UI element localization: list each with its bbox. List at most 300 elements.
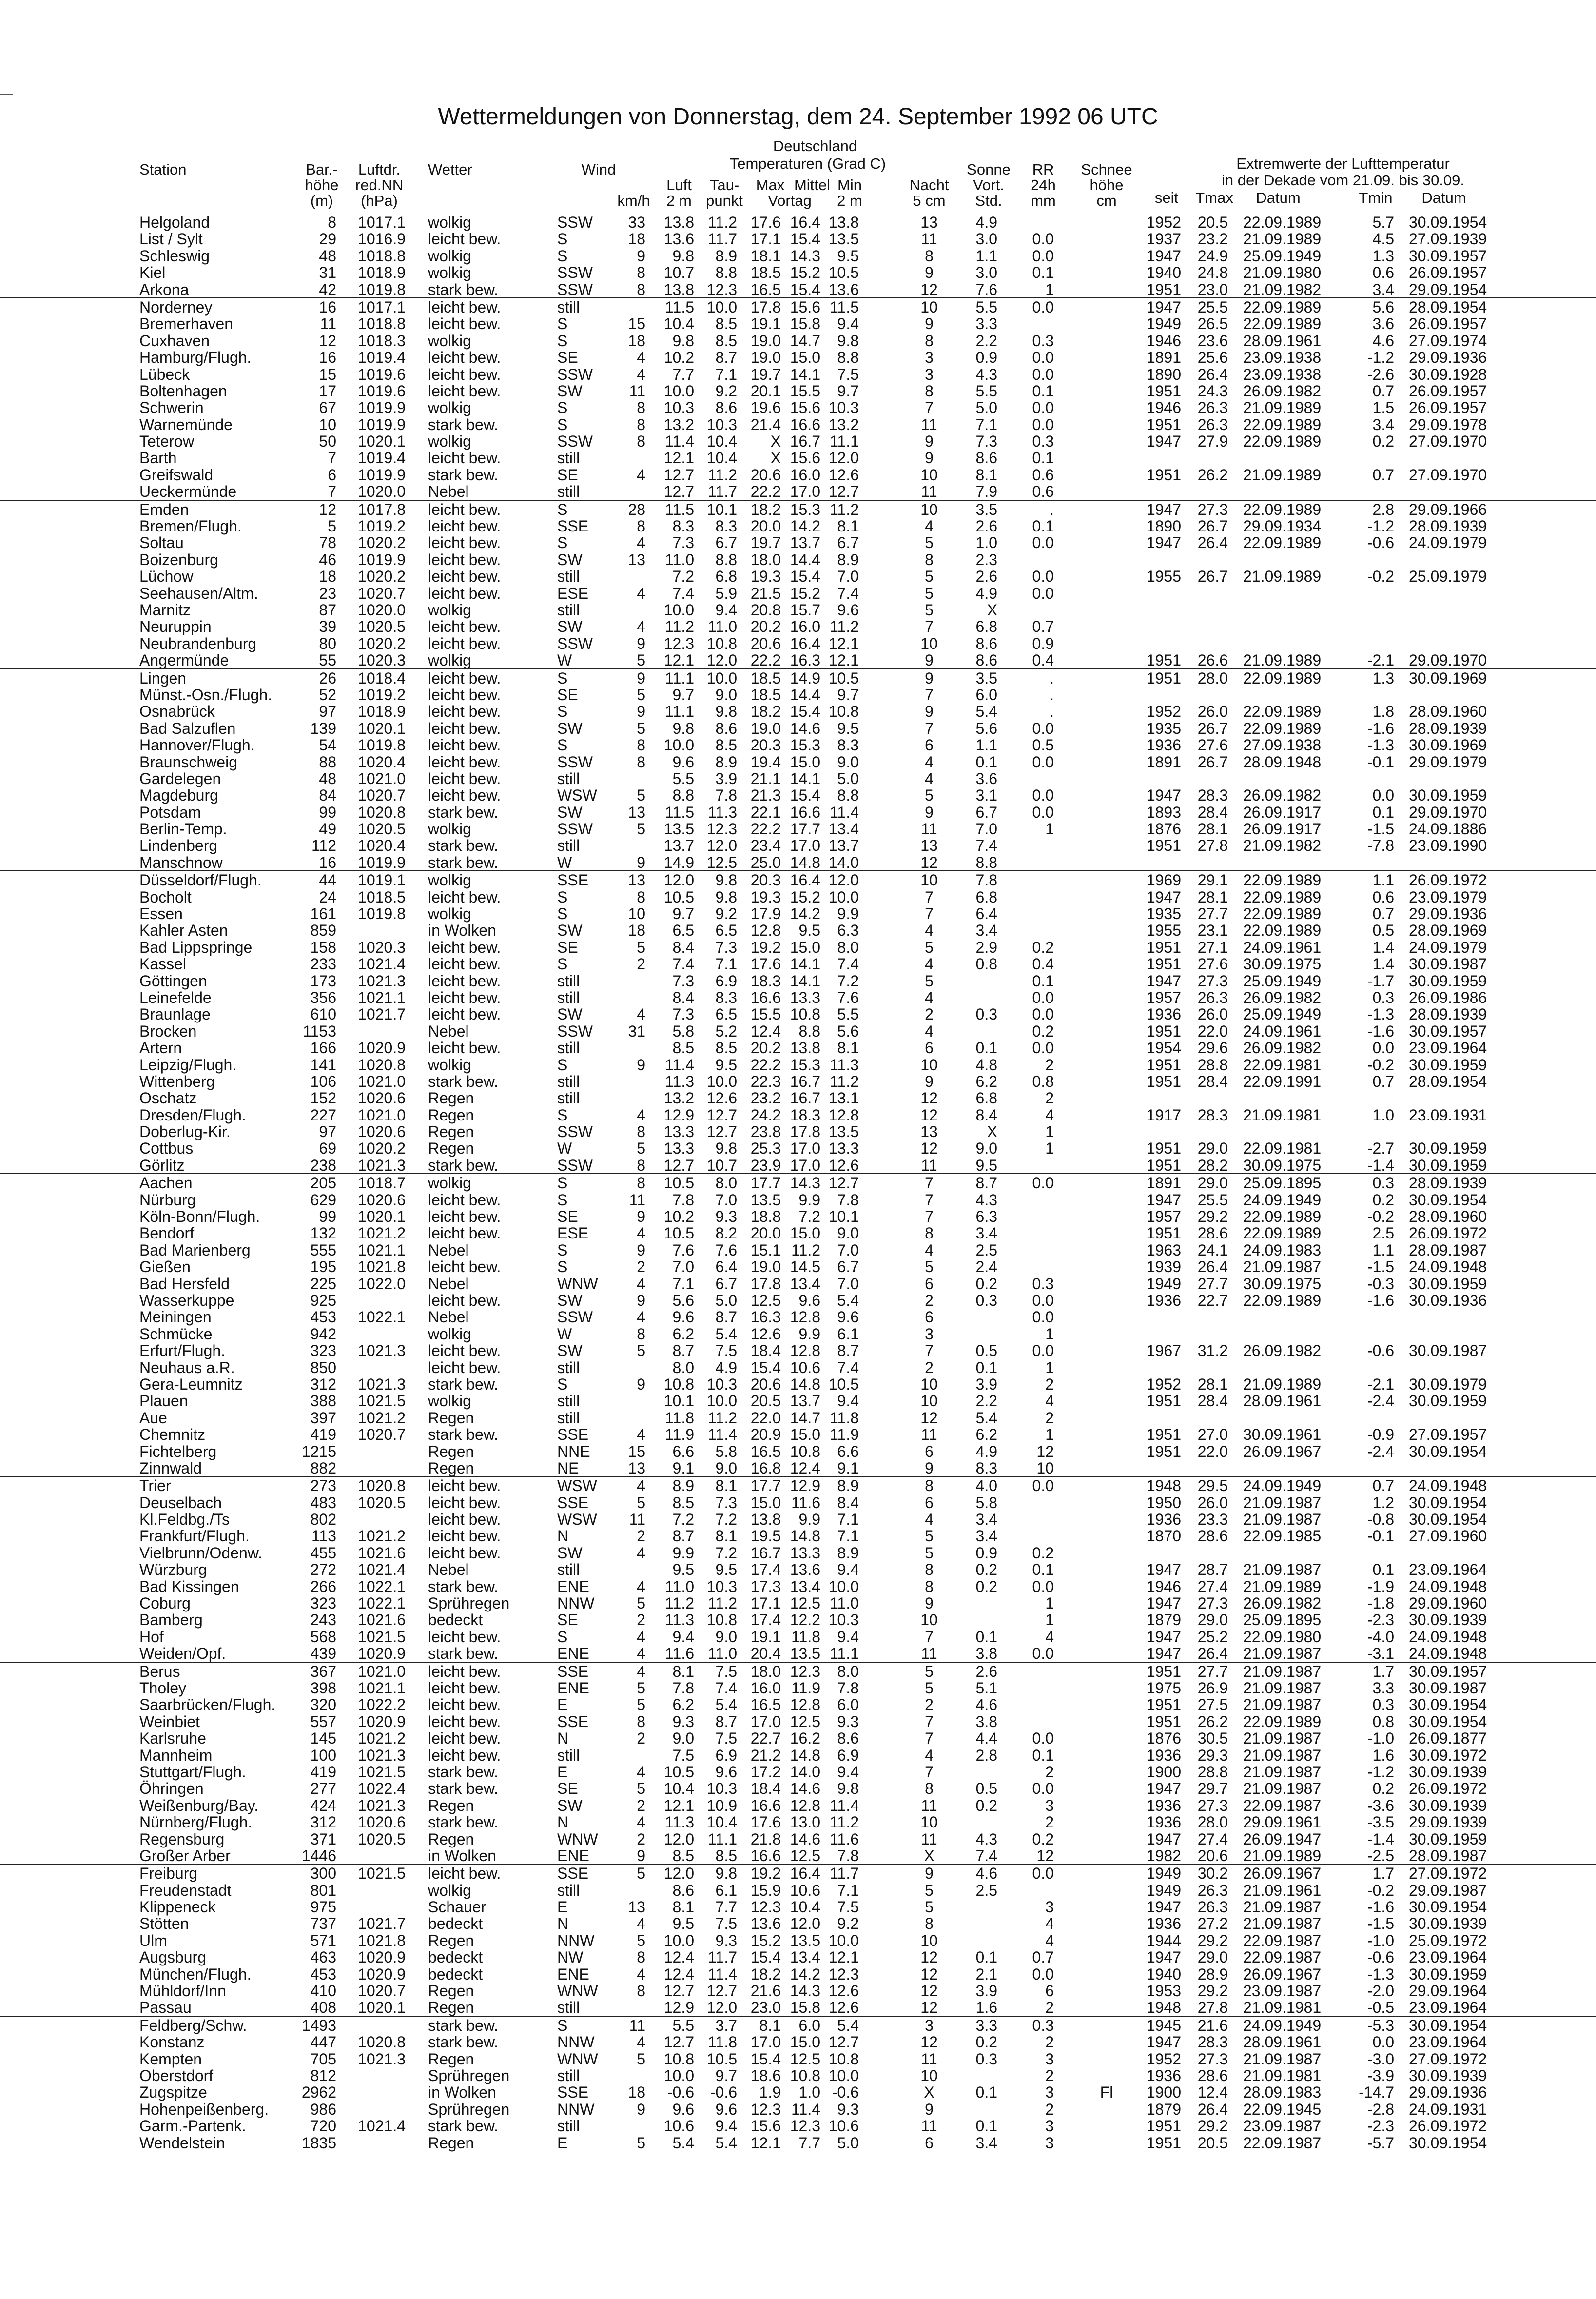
cell-station-name: Wendelstein	[139, 2134, 225, 2152]
station-group	[0, 1173, 1596, 1476]
cell-tmax: 26.4	[1197, 1645, 1228, 1663]
cell-taupunkt: -0.6	[710, 2083, 737, 2102]
cell-luftdruck: 1021.2	[358, 1729, 406, 1748]
cell-bar-hoehe: 145	[310, 1729, 336, 1748]
cell-tmax-datum: 28.09.1961	[1243, 1392, 1322, 1410]
cell-min-2m: 6.0	[837, 1696, 859, 1714]
cell-rr-24h: 0.0	[1032, 230, 1054, 248]
cell-sonne-std: 8.6	[975, 651, 997, 669]
header-vortag: Vortag	[768, 192, 812, 209]
cell-schneehoehe: Fl	[1100, 2083, 1113, 2102]
cell-taupunkt: 9.3	[715, 1208, 737, 1226]
cell-bar-hoehe: 455	[310, 1544, 336, 1562]
cell-max-vortag: 20.3	[750, 736, 781, 754]
cell-seit: 1952	[1146, 2050, 1181, 2068]
cell-tmin: 0.0	[1372, 1039, 1394, 1057]
cell-station-name: Kahler Asten	[139, 922, 228, 940]
cell-mittel-vortag: 15.0	[790, 938, 820, 956]
cell-wind-speed: 4	[637, 1308, 645, 1326]
table-row	[0, 1645, 1596, 1661]
cell-max-vortag: 20.8	[750, 601, 781, 619]
cell-seit: 1936	[1146, 736, 1181, 754]
cell-luftdruck: 1020.2	[358, 1140, 406, 1158]
cell-bar-hoehe: 277	[310, 1780, 336, 1798]
table-row	[0, 1747, 1596, 1763]
cell-luft-2m: 13.5	[663, 820, 694, 838]
table-row	[0, 820, 1596, 837]
cell-tmax-datum: 21.09.1987	[1243, 1511, 1322, 1529]
cell-nacht-5cm: 2	[925, 1358, 934, 1376]
cell-rr-24h: 0.0	[1032, 1342, 1054, 1360]
cell-taupunkt: 8.7	[715, 1712, 737, 1730]
cell-wind-speed: 4	[637, 1813, 645, 1831]
cell-tmin-datum: 24.09.1979	[1409, 938, 1487, 956]
cell-wetter: leicht bew.	[428, 1477, 501, 1495]
cell-wind-richtung: SW	[557, 1544, 583, 1562]
cell-sonne-std: 8.3	[975, 1459, 997, 1477]
cell-bar-hoehe: 483	[310, 1493, 336, 1512]
cell-nacht-5cm: 8	[925, 1224, 934, 1242]
cell-min-2m: 8.1	[837, 517, 859, 535]
cell-taupunkt: 9.8	[715, 1865, 737, 1883]
cell-station-name: Lingen	[139, 669, 187, 687]
cell-sonne-std: 5.4	[975, 703, 997, 721]
cell-tmax-datum: 22.09.1989	[1243, 315, 1322, 333]
header-tmin-datum: Datum	[1421, 189, 1466, 206]
cell-wetter: leicht bew.	[428, 972, 501, 990]
table-row	[0, 281, 1596, 297]
cell-min-2m: -0.6	[832, 2083, 859, 2102]
table-row	[0, 1359, 1596, 1375]
cell-luftdruck: 1019.2	[358, 686, 406, 704]
cell-tmin: 4.5	[1372, 230, 1394, 248]
cell-wind-speed: 15	[628, 1442, 645, 1460]
cell-bar-hoehe: 100	[310, 1746, 336, 1764]
cell-wetter: leicht bew.	[428, 1208, 501, 1226]
cell-luft-2m: 12.7	[663, 1982, 694, 2000]
cell-wind-richtung: S	[557, 703, 568, 721]
cell-max-vortag: 17.0	[750, 1712, 781, 1730]
cell-luft-2m: 10.8	[663, 2050, 694, 2068]
cell-wetter: bedeckt	[428, 1611, 483, 1629]
cell-tmax-datum: 22.09.1989	[1243, 719, 1322, 737]
cell-wind-richtung: SSW	[557, 365, 593, 383]
table-row	[0, 1459, 1596, 1476]
cell-mittel-vortag: 12.5	[790, 1594, 820, 1612]
table-row	[0, 854, 1596, 870]
table-row	[0, 871, 1596, 888]
cell-max-vortag: 16.6	[750, 988, 781, 1006]
cell-max-vortag: 20.0	[750, 517, 781, 535]
cell-tmin: -1.3	[1367, 1005, 1394, 1023]
cell-wetter: stark bew.	[428, 803, 499, 821]
table-row	[0, 298, 1596, 315]
cell-luft-2m: 7.2	[672, 568, 694, 586]
cell-rr-24h: 0.2	[1032, 1830, 1054, 1848]
cell-tmax-datum: 21.09.1987	[1243, 1662, 1322, 1680]
cell-nacht-5cm: 5	[925, 584, 934, 602]
cell-tmin: -0.2	[1367, 1056, 1394, 1074]
cell-taupunkt: 5.0	[715, 1292, 737, 1309]
cell-nacht-5cm: 9	[925, 703, 934, 721]
cell-tmin: 0.8	[1372, 1712, 1394, 1730]
cell-bar-hoehe: 141	[310, 1056, 336, 1074]
cell-tmin-datum: 29.09.1939	[1409, 1813, 1487, 1831]
cell-bar-hoehe: 557	[310, 1712, 336, 1730]
cell-taupunkt: 10.0	[706, 1072, 737, 1090]
table-row	[0, 601, 1596, 618]
cell-sonne-std: 7.4	[975, 1847, 997, 1865]
page-title: Wettermeldungen von Donnerstag, dem 24. September 1992 06 UTC	[438, 104, 1158, 130]
cell-mittel-vortag: 10.6	[790, 1358, 820, 1376]
cell-tmax: 29.0	[1197, 1611, 1228, 1629]
cell-wetter: leicht bew.	[428, 1527, 501, 1545]
table-row	[0, 1797, 1596, 1813]
cell-max-vortag: 18.8	[750, 1208, 781, 1226]
cell-min-2m: 7.6	[837, 988, 859, 1006]
cell-bar-hoehe: 16	[319, 349, 336, 367]
cell-luftdruck: 1021.5	[358, 1763, 406, 1781]
cell-min-2m: 9.3	[837, 1712, 859, 1730]
cell-taupunkt: 8.6	[715, 719, 737, 737]
cell-tmin-datum: 27.09.1972	[1409, 2050, 1487, 2068]
header-temperaturen: Temperaturen (Grad C)	[729, 155, 886, 172]
cell-luft-2m: 10.0	[663, 382, 694, 400]
table-row	[0, 1241, 1596, 1258]
cell-mittel-vortag: 14.0	[790, 1763, 820, 1781]
cell-wind-richtung: SSW	[557, 1123, 593, 1141]
cell-wind-speed: 9	[637, 1847, 645, 1865]
cell-station-name: Weiden/Opf.	[139, 1645, 226, 1663]
cell-bar-hoehe: 371	[310, 1830, 336, 1848]
header-min: Min	[837, 177, 862, 194]
cell-mittel-vortag: 12.8	[790, 1696, 820, 1714]
cell-tmin: -0.2	[1367, 1881, 1394, 1899]
cell-bar-hoehe: 243	[310, 1611, 336, 1629]
cell-max-vortag: 22.2	[750, 820, 781, 838]
cell-station-name: Schwerin	[139, 399, 204, 417]
cell-wind-speed: 4	[637, 1106, 645, 1124]
cell-bar-hoehe: 1835	[301, 2134, 336, 2152]
cell-taupunkt: 12.6	[706, 1089, 737, 1107]
cell-tmax-datum: 22.09.1985	[1243, 1527, 1322, 1545]
cell-tmin-datum: 23.09.1964	[1409, 1999, 1487, 2017]
cell-min-2m: 5.6	[837, 1022, 859, 1040]
cell-sonne-std: 3.8	[975, 1645, 997, 1663]
cell-taupunkt: 3.7	[715, 2016, 737, 2034]
cell-mittel-vortag: 16.4	[790, 871, 820, 889]
cell-wetter: in Wolken	[428, 922, 496, 940]
cell-luft-2m: 13.7	[663, 837, 694, 855]
cell-station-name: Kl.Feldbg./Ts	[139, 1511, 230, 1529]
cell-tmax-datum: 23.09.1987	[1243, 2117, 1322, 2135]
cell-wetter: leicht bew.	[428, 938, 501, 956]
cell-station-name: Klippeneck	[139, 1898, 216, 1916]
cell-luftdruck: 1021.3	[358, 972, 406, 990]
cell-max-vortag: 17.1	[750, 230, 781, 248]
cell-station-name: Barth	[139, 449, 177, 467]
cell-wetter: Regen	[428, 1106, 474, 1124]
cell-station-name: Kassel	[139, 955, 187, 973]
cell-taupunkt: 7.5	[715, 1662, 737, 1680]
cell-tmax: 24.1	[1197, 1241, 1228, 1259]
cell-seit: 1963	[1146, 1241, 1181, 1259]
cell-sonne-std: 0.2	[975, 1275, 997, 1293]
cell-seit: 1949	[1146, 315, 1181, 333]
table-row	[0, 1932, 1596, 1948]
cell-wetter: Nebel	[428, 1561, 469, 1579]
cell-tmin: 1.1	[1372, 1241, 1394, 1259]
cell-min-2m: 11.5	[830, 298, 859, 316]
cell-wetter: wolkig	[428, 264, 471, 282]
cell-bar-hoehe: 986	[310, 2100, 336, 2118]
cell-luft-2m: 14.9	[663, 853, 694, 871]
cell-wetter: leicht bew.	[428, 1679, 501, 1697]
cell-tmax-datum: 21.09.1987	[1243, 1679, 1322, 1697]
table-row	[0, 1258, 1596, 1275]
cell-taupunkt: 9.8	[715, 888, 737, 906]
header-luftdruck-2: red.NN	[355, 177, 404, 194]
cell-rr-24h: 3	[1045, 2050, 1054, 2068]
cell-max-vortag: 12.6	[750, 1325, 781, 1343]
cell-max-vortag: 15.2	[750, 1931, 781, 1949]
cell-luftdruck: 1019.6	[358, 382, 406, 400]
cell-seit: 1951	[1146, 466, 1181, 484]
cell-mittel-vortag: 14.1	[790, 972, 820, 990]
cell-mittel-vortag: 11.4	[791, 2100, 820, 2118]
cell-wetter: bedeckt	[428, 1915, 483, 1933]
cell-max-vortag: 16.5	[750, 1696, 781, 1714]
cell-bar-hoehe: 173	[310, 972, 336, 990]
cell-wetter: wolkig	[428, 214, 471, 231]
cell-wind-richtung: SW	[557, 618, 583, 636]
table-row	[0, 1208, 1596, 1224]
cell-wind-richtung: SSE	[557, 1493, 589, 1512]
cell-luft-2m: 12.0	[663, 1865, 694, 1883]
cell-wetter: Regen	[428, 1459, 474, 1477]
cell-rr-24h: 2	[1045, 1375, 1054, 1393]
cell-wetter: wolkig	[428, 651, 471, 669]
cell-tmin: -0.6	[1367, 534, 1394, 552]
cell-rr-24h: 2	[1045, 2033, 1054, 2051]
cell-nacht-5cm: 13	[920, 214, 938, 231]
cell-bar-hoehe: 88	[319, 753, 336, 771]
cell-min-2m: 7.2	[837, 972, 859, 990]
cell-min-2m: 11.1	[830, 1645, 859, 1663]
cell-bar-hoehe: 39	[319, 618, 336, 636]
cell-rr-24h: 4	[1045, 1915, 1054, 1933]
cell-min-2m: 7.1	[837, 1881, 859, 1899]
cell-tmin: 1.2	[1372, 1493, 1394, 1512]
cell-tmin: 1.4	[1372, 955, 1394, 973]
cell-nacht-5cm: 4	[925, 922, 934, 940]
cell-max-vortag: 15.4	[750, 1358, 781, 1376]
cell-wetter: leicht bew.	[428, 1662, 501, 1680]
cell-rr-24h: .	[1050, 500, 1054, 518]
cell-rr-24h: 0.0	[1032, 988, 1054, 1006]
cell-bar-hoehe: 205	[310, 1174, 336, 1192]
cell-tmax: 30.2	[1197, 1865, 1228, 1883]
cell-wetter: leicht bew.	[428, 1292, 501, 1309]
cell-tmin: 1.3	[1372, 247, 1394, 265]
cell-seit: 1947	[1146, 1898, 1181, 1916]
cell-wind-richtung: NNW	[557, 1594, 595, 1612]
cell-rr-24h: 0.0	[1032, 1645, 1054, 1663]
cell-tmax: 28.3	[1197, 2033, 1228, 2051]
cell-mittel-vortag: 15.2	[790, 264, 820, 282]
table-row	[0, 720, 1596, 736]
cell-rr-24h: 0.0	[1032, 298, 1054, 316]
cell-wind-richtung: NNE	[557, 1442, 590, 1460]
cell-tmin: -1.0	[1367, 1729, 1394, 1748]
table-row	[0, 1628, 1596, 1645]
cell-bar-hoehe: 54	[319, 736, 336, 754]
table-row	[0, 568, 1596, 584]
cell-tmin-datum: 29.09.1978	[1409, 415, 1487, 433]
cell-min-2m: 13.6	[828, 280, 859, 298]
cell-nacht-5cm: 7	[925, 399, 934, 417]
cell-rr-24h: 0.0	[1032, 1477, 1054, 1495]
table-row	[0, 1594, 1596, 1611]
cell-tmax: 29.2	[1197, 2117, 1228, 2135]
cell-seit: 1947	[1146, 298, 1181, 316]
cell-min-2m: 7.5	[837, 365, 859, 383]
cell-luft-2m: 9.0	[672, 1729, 694, 1748]
cell-luftdruck: 1021.8	[358, 1931, 406, 1949]
cell-wetter: stark bew.	[428, 2117, 499, 2135]
cell-wind-speed: 5	[637, 820, 645, 838]
cell-tmax-datum: 22.09.1981	[1243, 1056, 1322, 1074]
cell-wind-speed: 4	[637, 534, 645, 552]
table-row	[0, 1982, 1596, 1999]
cell-tmax-datum: 21.09.1981	[1243, 1106, 1322, 1124]
cell-min-2m: 7.4	[837, 1358, 859, 1376]
cell-tmax: 28.6	[1197, 2066, 1228, 2084]
cell-wind-speed: 5	[637, 1140, 645, 1158]
cell-sonne-std: 3.4	[975, 922, 997, 940]
cell-seit: 1951	[1146, 837, 1181, 855]
cell-nacht-5cm: 7	[925, 1174, 934, 1192]
cell-luft-2m: 6.2	[672, 1696, 694, 1714]
cell-wetter: Regen	[428, 1931, 474, 1949]
cell-wind-speed: 2	[637, 1729, 645, 1748]
cell-wind-richtung: WNW	[557, 1982, 598, 2000]
cell-station-name: Potsdam	[139, 803, 201, 821]
cell-tmax-datum: 22.09.1991	[1243, 1072, 1322, 1090]
cell-taupunkt: 8.1	[715, 1477, 737, 1495]
cell-tmax: 23.2	[1197, 230, 1228, 248]
cell-taupunkt: 11.1	[708, 1830, 737, 1848]
cell-min-2m: 9.4	[837, 1392, 859, 1410]
cell-nacht-5cm: 6	[925, 1493, 934, 1512]
station-group	[0, 2016, 1596, 2151]
cell-sonne-std: 5.8	[975, 1493, 997, 1512]
cell-nacht-5cm: 9	[925, 2100, 934, 2118]
header-extremwerte-dekade: in der Dekade vom 21.09. bis 30.09.	[1221, 172, 1465, 189]
cell-bar-hoehe: 419	[310, 1763, 336, 1781]
cell-min-2m: 9.8	[837, 332, 859, 350]
cell-tmin-datum: 26.09.1972	[1409, 2117, 1487, 2135]
table-row	[0, 1663, 1596, 1679]
cell-tmin: 0.2	[1372, 1191, 1394, 1209]
cell-max-vortag: 15.6	[750, 2117, 781, 2135]
cell-min-2m: 11.2	[830, 500, 859, 518]
cell-wetter: wolkig	[428, 905, 471, 923]
cell-taupunkt: 11.2	[708, 214, 737, 231]
cell-tmax: 27.4	[1197, 1577, 1228, 1595]
cell-sonne-std: 2.5	[975, 1881, 997, 1899]
table-row	[0, 1544, 1596, 1561]
header-luft-2m: 2 m	[666, 192, 692, 209]
cell-luftdruck: 1021.5	[358, 1865, 406, 1883]
cell-tmin-datum: 30.09.1959	[1409, 972, 1487, 990]
cell-wetter: wolkig	[428, 399, 471, 417]
cell-rr-24h: 0.6	[1032, 483, 1054, 501]
cell-min-2m: 7.8	[837, 1191, 859, 1209]
cell-sonne-std: 4.9	[975, 214, 997, 231]
table-row	[0, 1056, 1596, 1073]
cell-tmin-datum: 30.09.1957	[1409, 1662, 1487, 1680]
cell-mittel-vortag: 12.3	[790, 2117, 820, 2135]
cell-luftdruck: 1020.7	[358, 1982, 406, 2000]
cell-station-name: Wittenberg	[139, 1072, 215, 1090]
cell-station-name: Cottbus	[139, 1140, 194, 1158]
cell-wind-richtung: S	[557, 1628, 568, 1646]
cell-min-2m: 8.9	[837, 550, 859, 569]
cell-tmax: 26.7	[1197, 753, 1228, 771]
cell-tmin-datum: 26.09.1986	[1409, 988, 1487, 1006]
cell-luftdruck: 1022.1	[358, 1594, 406, 1612]
cell-station-name: Deuselbach	[139, 1493, 222, 1512]
cell-bar-hoehe: 463	[310, 1948, 336, 1966]
cell-rr-24h: 0.3	[1032, 432, 1054, 451]
cell-luftdruck: 1020.1	[358, 1208, 406, 1226]
cell-luft-2m: 5.4	[672, 2134, 694, 2152]
cell-tmin: 3.4	[1372, 415, 1394, 433]
cell-tmax-datum: 22.09.1980	[1243, 1628, 1322, 1646]
cell-wind-richtung: SW	[557, 719, 583, 737]
cell-tmax-datum: 21.09.1989	[1243, 651, 1322, 669]
cell-tmin-datum: 28.09.1987	[1409, 1847, 1487, 1865]
cell-tmax: 29.0	[1197, 1174, 1228, 1192]
cell-wind-richtung: W	[557, 651, 572, 669]
cell-tmin-datum: 29.09.1954	[1409, 280, 1487, 298]
cell-max-vortag: 18.5	[750, 264, 781, 282]
cell-nacht-5cm: 7	[925, 1191, 934, 1209]
cell-max-vortag: 21.4	[750, 415, 781, 433]
header-max: Max	[756, 177, 785, 194]
station-group	[0, 1864, 1596, 2016]
table-row	[0, 1375, 1596, 1392]
cell-tmin-datum: 28.09.1987	[1409, 1241, 1487, 1259]
cell-bar-hoehe: 106	[310, 1072, 336, 1090]
cell-mittel-vortag: 16.4	[790, 214, 820, 231]
cell-tmax: 26.3	[1197, 1881, 1228, 1899]
cell-tmax: 30.5	[1197, 1729, 1228, 1748]
cell-tmin: -1.5	[1367, 820, 1394, 838]
cell-bar-hoehe: 227	[310, 1106, 336, 1124]
cell-wind-richtung: SSW	[557, 1022, 593, 1040]
header-wind: Wind	[581, 161, 616, 178]
cell-tmin: 1.3	[1372, 669, 1394, 687]
table-row	[0, 1578, 1596, 1594]
cell-tmax-datum: 21.09.1987	[1243, 1561, 1322, 1579]
cell-taupunkt: 10.4	[706, 1813, 737, 1831]
cell-mittel-vortag: 13.5	[790, 1931, 820, 1949]
cell-wetter: stark bew.	[428, 280, 499, 298]
cell-rr-24h: 0.0	[1032, 1729, 1054, 1748]
cell-wetter: stark bew.	[428, 1375, 499, 1393]
